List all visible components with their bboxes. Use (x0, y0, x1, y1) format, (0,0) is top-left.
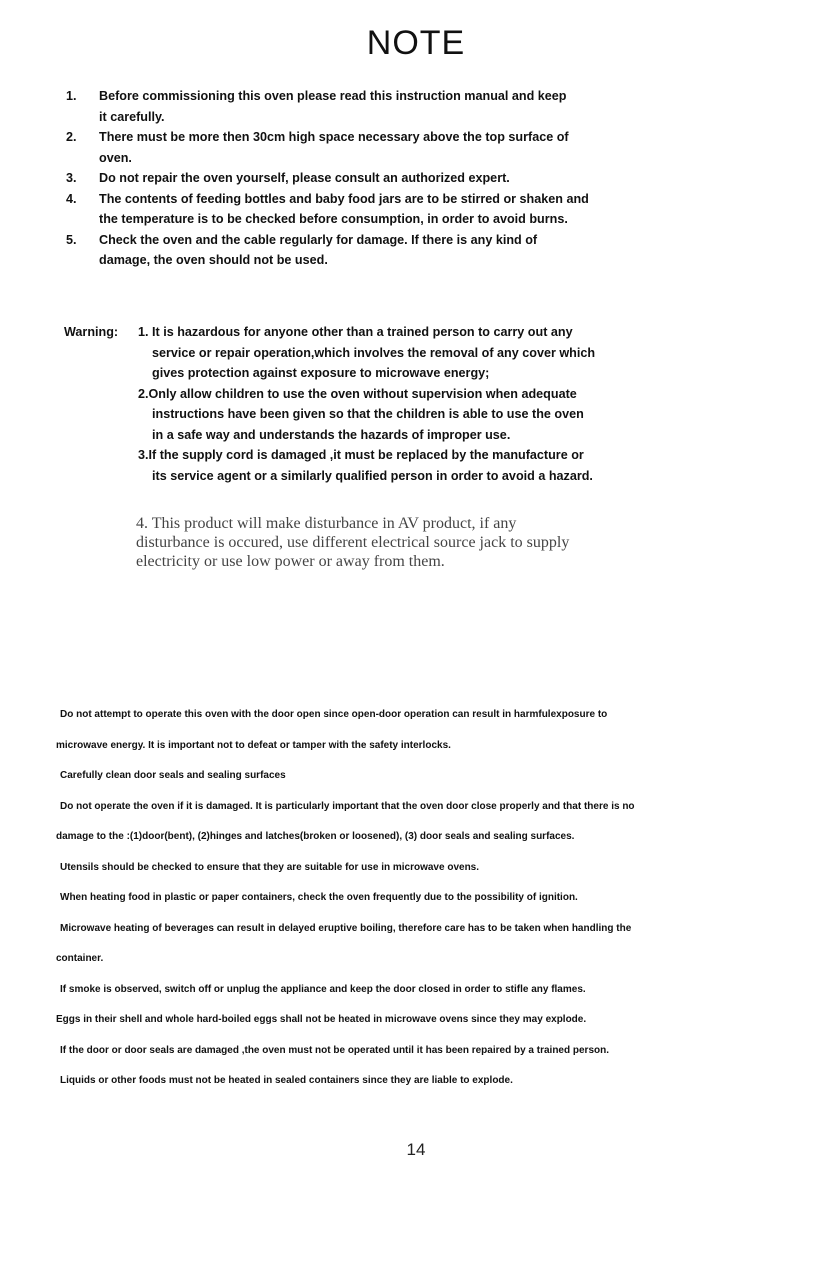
warning-number: 3. (138, 448, 149, 462)
note-line: Before commissioning this oven please read this instruction manual and keep (99, 89, 567, 103)
instruction-line: Do not attempt to operate this oven with the door open since open-door operation can result in harmfulexposure to (60, 709, 608, 720)
note-item (64, 168, 754, 189)
warning-line: 4. This product will make disturbance in AV product, if any (136, 515, 517, 532)
note-line: Do not repair the oven yourself, please consult an authorized expert. (99, 171, 510, 185)
instruction-line: When heating food in plastic or paper containers, check the oven frequently due to the possibility of ignition. (60, 892, 578, 903)
warning-item (64, 322, 764, 384)
warning-line: electricity or use low power or away from them. (136, 553, 445, 570)
note-item (64, 230, 754, 271)
warning-item-first-line (138, 445, 764, 466)
instruction-line: Carefully clean door seals and sealing surfaces (60, 770, 286, 781)
note-number: 1. (66, 89, 77, 103)
page-title: NOTE (366, 24, 466, 62)
note-item (64, 127, 754, 168)
warning-number: 1. (138, 325, 149, 339)
warning-line: If the supply cord is damaged ,it must be replaced by the manufacture or (148, 448, 584, 462)
instruction-line: microwave energy. It is important not to defeat or tamper with the safety interlocks. (56, 739, 451, 751)
page-number: 14 (406, 1140, 426, 1159)
note-number: 3. (66, 171, 77, 185)
note-line: There must be more then 30cm high space necessary above the top surface of (99, 130, 569, 144)
warning-number: 2. (138, 386, 149, 401)
instruction-line: If smoke is observed, switch off or unplug the appliance and keep the door closed in order to stifle any flames. (60, 983, 586, 995)
note-item (64, 189, 754, 230)
warning-item-4 (136, 514, 696, 571)
note-number: 4. (66, 191, 77, 206)
warning-line: Only allow children to use the oven without supervision when adequate (148, 386, 577, 401)
warning-line: gives protection against exposure to microwave energy; (152, 366, 490, 380)
note-item (64, 86, 754, 127)
note-line: the temperature is to be checked before consumption, in order to avoid burns. (99, 212, 568, 226)
note-line: oven. (99, 150, 132, 165)
note-line: damage, the oven should not be used. (99, 253, 328, 267)
note-line: The contents of feeding bottles and baby food jars are to be stirred or shaken and (99, 191, 589, 206)
safety-instructions (56, 700, 816, 1097)
warning-section (64, 322, 764, 486)
instruction-line: If the door or door seals are damaged ,the oven must not be operated until it has been repaired by a trained person. (60, 1044, 609, 1056)
note-number: 2. (66, 130, 77, 144)
warning-line: It is hazardous for anyone other than a trained person to carry out any (152, 325, 573, 339)
warning-line: instructions have been given so that the children is able to use the oven (152, 407, 584, 421)
instruction-line: container. (56, 953, 104, 964)
warning-line: in a safe way and understands the hazards of improper use. (152, 427, 511, 442)
warning-line: its service agent or a similarly qualified person in order to avoid a hazard. (152, 468, 593, 483)
note-line: Check the oven and the cable regularly for damage. If there is any kind of (99, 232, 538, 247)
warning-line: disturbance is occured, use different electrical source jack to supply (136, 534, 570, 551)
warning-item-first-line (138, 322, 764, 343)
instruction-line: damage to the :(1)door(bent), (2)hinges and latches(broken or loosened), (3) door seals and sealing surfaces. (56, 831, 575, 842)
warning-label: Warning: (64, 325, 119, 339)
note-line: it carefully. (99, 109, 165, 124)
instruction-line: Utensils should be checked to ensure that they are suitable for use in microwave ovens. (60, 861, 480, 873)
warning-line: service or repair operation,which involves the removal of any cover which (152, 345, 596, 360)
note-number: 5. (66, 232, 77, 247)
warning-item-first-line (138, 384, 764, 405)
warning-item (64, 445, 764, 486)
instruction-line: Liquids or other foods must not be heated in sealed containers since they are liable to explode. (60, 1075, 513, 1086)
instruction-line: Do not operate the oven if it is damaged. It is particularly important that the oven door close properly and that there is no (60, 800, 635, 812)
warning-item (64, 384, 764, 446)
instruction-line: Eggs in their shell and whole hard-boiled eggs shall not be heated in microwave ovens since they may explode. (56, 1014, 587, 1025)
numbered-notes (64, 86, 754, 271)
instruction-line: Microwave heating of beverages can result in delayed eruptive boiling, therefore care has to be taken when handling the (60, 922, 632, 934)
